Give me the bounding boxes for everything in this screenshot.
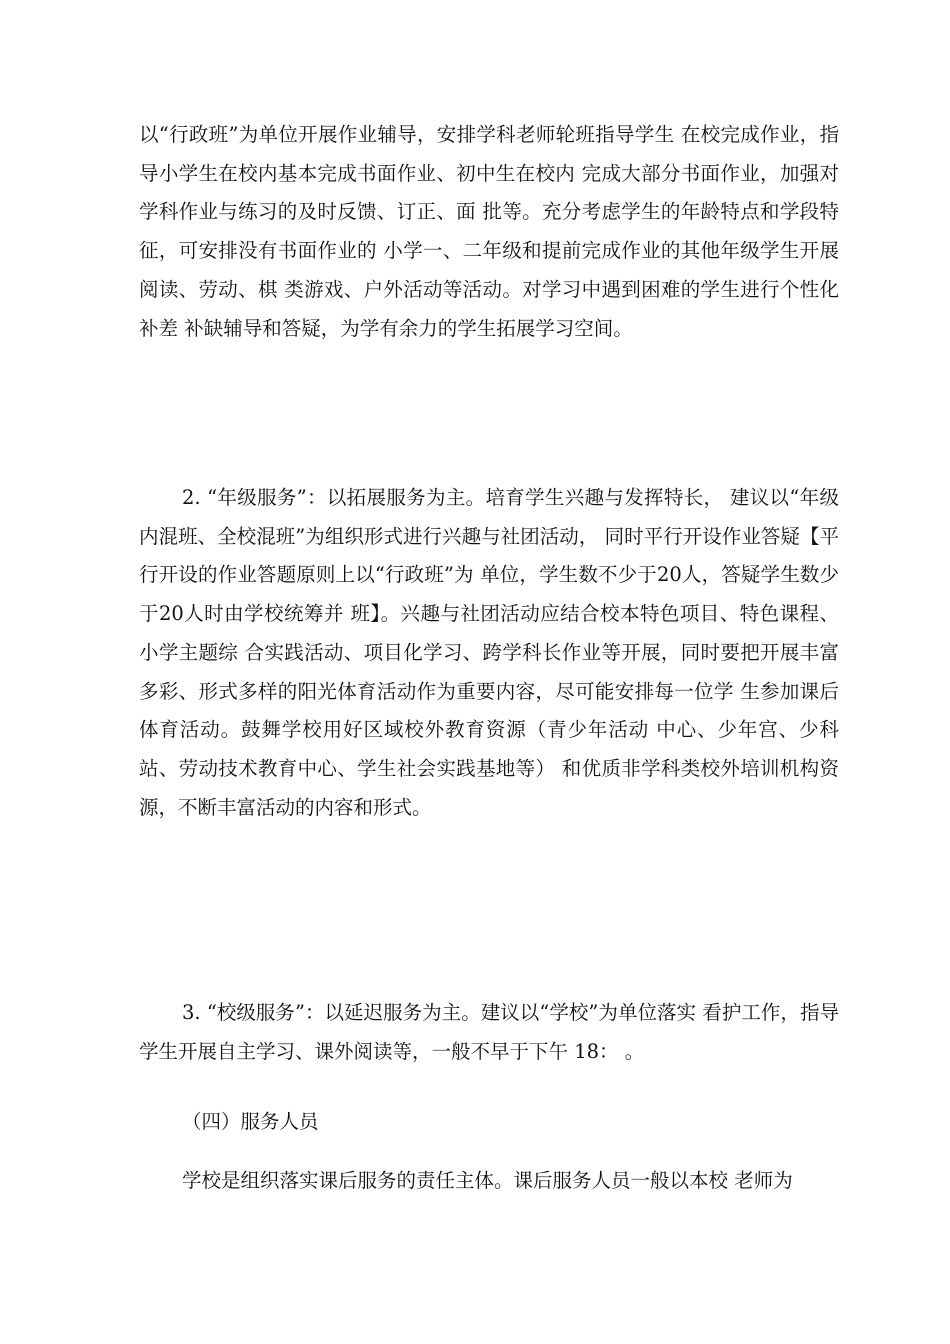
paragraph-grade-service: 2. “年级服务”：以拓展服务为主。培育学生兴趣与发挥特长， 建议以“年级内混班、全校混班”为组织形式进行兴趣与社团活动， 同时平行开设作业答疑【平行开设的作业答题原则上以“行政班”为 单位，学生数不少于20人，答疑学生数少于20人时由学校统筹并 班】。兴趣与社团活动应结合校本特色项目、特色课程、小学主题综 合实践活动、项目化学习、跨学科长作业等开展，同时要把开展丰富 多彩、形式多样的阳光体育活动作为重要内容，尽可能安排每一位学 生参加课后体育活动。鼓舞学校用好区域校外教育资源（青少年活动 中心、少年宫、少科站、劳动技术教育中心、学生社会实践基地等） 和优质非学科类校外培训机构资源，不断丰富活动的内容和形式。 <box>139 486 839 819</box>
section-heading-service-staff: （四）服务人员 <box>182 1110 319 1133</box>
paragraph-service-staff: 学校是组织落实课后服务的责任主体。课后服务人员一般以本校 老师为 <box>182 1169 793 1192</box>
paragraph-homework-tutoring: 以“行政班”为单位开展作业辅导，安排学科老师轮班指导学生 在校完成作业，指导小学生在校内基本完成书面作业、初中生在校内 完成大部分书面作业，加强对学科作业与练习的及时反馈、订正、面 批等。充分考虑学生的年龄特点和学段特征，可安排没有书面作业的 小学一、二年级和提前完成作业的其他年级学生开展阅读、劳动、棋 类游戏、户外活动等活动。对学习中遇到困难的学生进行个性化补差 补缺辅导和答疑，为学有余力的学生拓展学习空间。 <box>139 123 839 340</box>
paragraph-school-service: 3. “校级服务”：以延迟服务为主。建议以“学校”为单位落实 看护工作，指导学生开展自主学习、课外阅读等，一般不早于下午 18： 。 <box>139 1001 839 1063</box>
